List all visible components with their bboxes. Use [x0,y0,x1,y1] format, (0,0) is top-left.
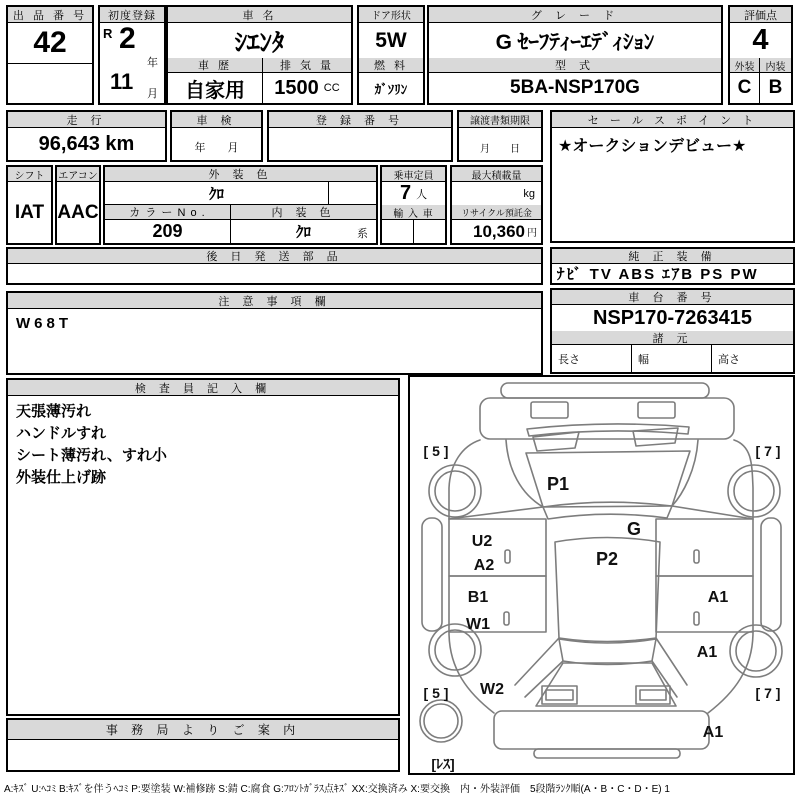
inspector-line-3: シート薄汚れ、すれ小 [16,447,167,464]
inspector-line-2: ハンドルすれ [16,425,107,442]
equipment-label: 純 正 装 備 [552,249,793,264]
aircon-label: エアコン [57,167,99,182]
damage-diagram-box [408,375,795,775]
color-no-value: 209 [105,220,231,243]
rear-lamp-left-inner [546,690,573,700]
history-label: 車 歴 [168,58,263,73]
inspection-expiry-box [170,110,263,162]
mileage-label: 走 行 [8,112,165,128]
mileage-box [6,110,167,162]
sales-point-label: セ ー ル ス ポ イ ン ト [552,112,793,128]
mileage-value: 96,643 km [38,132,135,155]
rear-lamp-right-inner [640,690,666,700]
era-value: R [103,26,113,41]
front-right-tire-inner [734,471,774,511]
diagram-label-b1: B1 [467,589,489,606]
car-name-box [166,5,353,105]
door-fuel-box [357,5,425,105]
rear-window-shape [559,639,656,665]
right-cpillar-line-2 [652,661,677,697]
grade-value: G ｾｰﾌﾃｨｰｴﾃﾞｨｼｮﾝ [495,30,655,54]
model-code-label: 型 式 [429,58,721,73]
chassis-number-value: NSP170-7263415 [592,306,752,329]
door-shape-label: ドア形状 [359,7,423,23]
spec-width-cell: 幅 [632,345,712,372]
displacement-label: 排 気 量 [263,58,351,73]
recycle-deposit-value [452,220,541,243]
interior-grade-value: B [768,77,783,98]
shift-value: IAT [14,201,45,223]
diagram-label-a1-rear: A1 [702,724,724,741]
reg-month-value: 11 [110,69,134,94]
grade-box [427,5,723,105]
recycle-deposit-label: リサイクル預託金 [452,205,541,220]
diagram-label-w2: W2 [480,681,504,698]
capacity-unit: 人 [416,188,428,201]
front-left-tire-inner [435,471,475,511]
right-rocker-shape [761,518,781,631]
right-rear-door-handle [694,612,699,625]
front-panel-shape [480,398,734,439]
tire-label-rear-right: [ 7 ] [755,685,781,701]
diagram-label-a1-quarter: A1 [696,644,718,661]
equipment-box [550,247,795,285]
inspector-notes-box [6,378,400,716]
chassis-box [550,288,795,374]
tire-label-rear-left: [ 5 ] [423,685,449,701]
exterior-color-label: 外 装 色 [105,167,376,182]
fuel-label: 燃 料 [359,58,423,73]
car-name-label: 車 名 [168,7,351,23]
cowl-strip-shape [527,424,689,436]
notes-box [6,291,543,375]
aircon-box [55,165,101,245]
fuel-value: ｶﾞｿﾘﾝ [374,81,408,97]
right-front-door-handle [694,550,699,563]
registration-number-box [267,110,453,162]
capacity-import-box [380,165,447,245]
diagram-label-p1: P1 [546,474,570,494]
inspector-line-4: 外装仕上げ跡 [16,469,107,486]
inspection-expiry-label: 車 検 [172,112,261,128]
color-no-label: カ ラ ー N o . [105,205,231,220]
diagram-label-a2: A2 [473,557,495,574]
left-cpillar-line-2 [525,661,563,697]
aircon-value: AAC [57,201,99,223]
registration-number-label: 登 録 番 号 [269,112,451,128]
diagram-label-g: G [626,519,642,539]
sales-point-value: ★オークションデビュー★ [558,138,747,155]
displacement-number: 1500 [274,76,319,99]
lot-number-box [6,5,94,105]
shift-label: シフト [8,167,51,182]
first-registration-label: 初度登録 [100,7,164,23]
front-grille-right-shape [638,402,675,418]
left-rear-door-handle [504,612,509,625]
rear-lamp-right-shape [636,686,670,704]
capacity-label: 乗車定員 [382,167,445,182]
interior-color-suffix: 系 [357,228,368,240]
registration-number-value [269,128,451,160]
transfer-deadline-label: 譲渡書類期限 [459,112,541,128]
left-cpillar-line-1 [515,638,559,685]
office-notice-label: 事 務 局 よ り ご 案 内 [8,720,398,740]
max-load-label: 最大積載量 [452,167,541,182]
sales-point-box [550,110,795,243]
spec-length-cell: 長さ [552,345,632,372]
left-front-door-shape [449,519,546,576]
left-front-door-handle [505,550,510,563]
front-bumper-shape [501,383,709,398]
front-left-tire [429,465,481,517]
tire-label-front-left: [ 5 ] [423,443,449,459]
diagram-label-p2: P2 [595,549,619,569]
specs-label: 諸 元 [552,331,793,345]
exterior-color-value: ｸﾛ [105,182,329,205]
diagram-label-a1-door: A1 [707,589,729,606]
right-rear-door-shape [656,576,753,632]
chassis-number-label: 車 台 番 号 [552,290,793,305]
left-quarter-shape [449,632,494,713]
displacement-unit: CC [323,82,340,94]
lot-number-label: 出 品 番 号 [8,7,92,23]
score-box [728,5,793,105]
tire-label-front-right: [ 7 ] [755,443,781,459]
capacity-number: 7 [399,182,412,204]
score-label: 評価点 [730,7,791,23]
inspector-line-1: 天張薄汚れ [16,403,92,420]
right-front-door-shape [656,519,753,576]
spare-tire-inner [424,704,458,738]
diagram-label-w1: W1 [466,616,490,633]
rear-panel-shape [494,711,709,749]
windshield-shape [543,502,672,519]
inspector-notes-text [16,401,167,489]
capacity-value [382,182,445,205]
load-recycle-box [450,165,543,245]
shift-box [6,165,53,245]
exterior-color-extra-cell [329,182,376,205]
wiper-right-shape [633,428,678,446]
front-grille-left-shape [531,402,568,418]
interior-color-value [231,220,376,243]
model-code-value: 5BA-NSP170G [510,77,640,98]
import-car-label: 輸 入 車 [382,205,445,220]
front-right-tire [728,465,780,517]
later-parts-box [6,247,543,285]
inspector-notes-label: 検 査 員 記 入 欄 [8,380,398,396]
inspection-expiry-value: 年 月 [194,142,239,154]
interior-color-text: ｸﾛ [295,224,311,241]
spare-tire [420,700,462,742]
import-car-cell-1 [382,220,414,243]
first-registration-box [98,5,166,105]
reg-year-value: 2 [119,22,136,55]
exterior-grade-value: C [730,73,760,103]
tire-label-spare: [ﾚｽ] [431,756,455,772]
reg-month-unit: 月 [147,88,158,100]
office-notice-value [8,740,398,770]
later-parts-value [8,264,541,283]
later-parts-label: 後 日 発 送 部 品 [8,249,541,264]
max-load-unit: kg [523,187,535,200]
damage-code-legend: A:ｷｽﾞ U:ﾍｺﾐ B:ｷｽﾞを伴うﾍｺﾐ P:要塗装 W:補修跡 S:錆 C:腐食 G:ﾌﾛﾝﾄｶﾞﾗｽ点ｷｽﾞ XX:交換済み X:要交換 内・外装評価 5段階ﾗﾝｸ順(A・B・C・D・E) 1 [4,784,670,795]
lot-number-empty-cell [8,63,92,103]
transfer-deadline-box [457,110,543,162]
import-car-cell-2 [414,220,445,243]
notes-label: 注 意 事 項 欄 [8,293,541,309]
equipment-value: ﾅﾋﾞ TV ABS ｴｱB PS PW [557,266,759,283]
left-rocker-shape [422,518,442,631]
rear-right-tire [730,625,782,677]
rear-bumper-shape [534,749,680,758]
spec-height-cell: 高さ [718,353,740,366]
interior-grade-label: 内装 [760,58,791,73]
reg-year-unit: 年 [147,57,158,69]
door-shape-value: 5W [375,28,407,52]
interior-color-label: 内 装 色 [231,205,376,220]
transfer-deadline-value: 月 日 [480,144,520,155]
lot-number-value: 42 [33,26,67,59]
rear-right-tire-inner [736,631,776,671]
displacement-value [263,73,351,103]
recycle-deposit-unit: 円 [527,228,537,239]
grade-label: グ レ ー ド [429,7,721,23]
recycle-deposit-number: 10,360 [473,221,525,241]
exterior-grade-label: 外装 [730,58,760,73]
diagram-label-u2: U2 [471,533,493,550]
office-notice-box [6,718,400,772]
score-value: 4 [752,24,769,56]
max-load-value [452,182,541,205]
history-value: 自家用 [168,73,263,103]
car-name-value: ｼｴﾝﾀ [234,28,285,57]
left-rear-door-shape [449,576,546,632]
color-box [103,165,378,245]
car-damage-diagram [410,377,793,773]
notes-value: W68T [16,315,73,332]
